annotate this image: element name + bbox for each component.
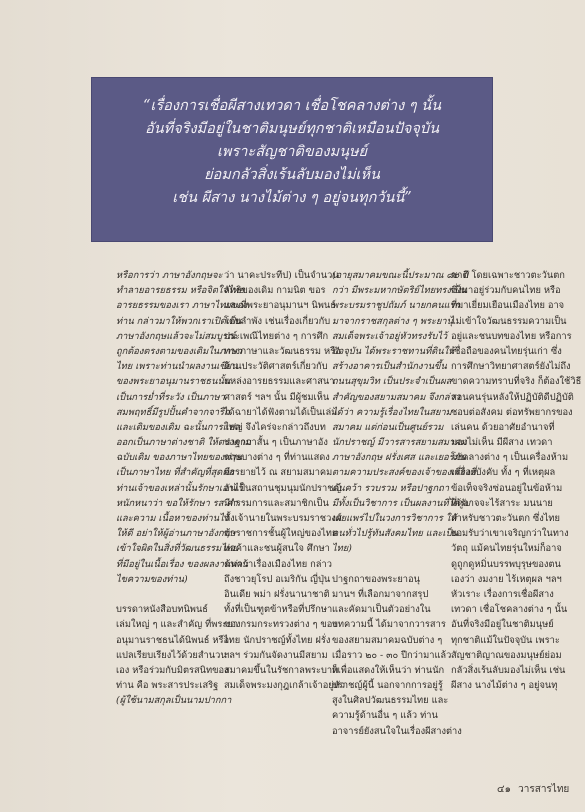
text-line — [332, 557, 444, 572]
text-line: สมาคมขึ้นในรัชกาลพระบาท — [224, 664, 339, 676]
text-line: เชื่อถือของคนไทยรุ่นเก่า ซึ่ง — [451, 345, 562, 357]
text-line: โชคลางต่าง ๆ เป็นเครื่องห้าม — [451, 452, 569, 464]
magazine-title: วารสารไทย — [518, 784, 570, 795]
text-line: ค้นคว้าเรื่องเมืองไทย กล่าว — [224, 558, 332, 570]
text-line: ค้นคว้า รวบรวม หรือปาฐกถา — [332, 482, 450, 494]
text-line: ไม่เข้าใจวัฒนธรรมความเป็น — [451, 315, 567, 327]
text-line: อันเป็นสถานชุมนุมนักปราชญ์ — [224, 482, 342, 494]
text-line: กฤษบางต่าง ๆ ที่ท่านแสดง — [224, 452, 330, 464]
text-line: โดยลำพัง เช่นเรื่องเกี่ยวกับ — [224, 315, 331, 327]
text-line: เป็นการย่ำที่ระวัง เป็นภาษา — [116, 391, 225, 403]
text-line: ประเพณีไทยต่าง ๆ การศึก — [224, 330, 329, 342]
text-line: อยู่และชนบทของไทย หรือการ — [451, 330, 572, 342]
text-line: ไขความของท่าน) — [116, 573, 188, 585]
text-line: เทวดา เชื่อโชคลางต่าง ๆ นั้น — [451, 604, 568, 616]
text-line: ทั้งเจ้านายในพระบรมราชวงศ์ — [224, 513, 342, 524]
text-line: ของพระยาอนุมานราชธนนั้น — [116, 376, 231, 388]
text-line: ให้ดี อย่าให้ผู้อ่านภาษาอังกฤษ — [116, 528, 236, 540]
text-line: ที่มาเยี่ยมเยือนเมืองไทย อาจ — [451, 300, 565, 312]
text-line: และคัดมาเป็นตัวอย่างใน — [332, 604, 431, 616]
text-line: ข้าราชการชั้นผู้ใหญ่ของไทย — [224, 528, 338, 540]
text-line: สมพฤทธิ์มีรูปปั้นคำจากจารึก — [116, 406, 230, 418]
text-line: สมาคม แต่ก่อนเป็นศูนย์รวม — [332, 421, 444, 433]
text-line: ขาดความทราบที่จริง ก็ต้องใช้วิธี — [451, 376, 582, 388]
text-line: อันที่จริงมีอยู่ในชาติมนุษย์ — [451, 619, 554, 631]
pull-quote-text — [92, 95, 492, 210]
text-line: สร้างอาคารเป็นสำนักงานขึ้น — [332, 361, 447, 373]
text-line: มานฯ ที่เลือกมาจากสรุป — [332, 588, 429, 600]
text-line: และความ เนื้อหาของท่านไว้ — [116, 513, 229, 524]
text-line: ปาฐกถาสั้น ๆ เป็นภาษาอัง — [224, 437, 328, 449]
text-line: มีทั้งเป็นวิชาการ เป็นผลงานที่ได้รับ — [332, 497, 471, 509]
text-line: ท่าน คือ พระสารประเสริฐ — [116, 680, 219, 692]
text-column-3 — [332, 268, 476, 739]
text-line: ผีสาง นางไม้ต่าง ๆ อยู่จนทุ — [451, 680, 558, 692]
text-line: ทุกชาติแม้ในปัจจุบัน เพราะ — [451, 634, 560, 646]
text-line: ถึงชาวยุโรป อเมริกัน ญี่ปุ่น — [224, 573, 331, 585]
text-line: ได้ฉายาได้ฟังตามได้เป็นเล่ม — [224, 406, 338, 418]
text-line: การศึกษาวิทยาศาสตร์ยังไม่ถึง — [451, 361, 571, 373]
text-line: บรรดาหนังสือบทนิพนธ์ — [116, 604, 208, 616]
page-number: ๔๑ — [497, 784, 511, 795]
text-line — [116, 587, 220, 602]
text-line: ซึ่งมาอยู่ร่วมกับคนไทย หรือ — [451, 285, 561, 297]
text-line: ของสยามสมาคมฉบับต่าง ๆ — [332, 634, 443, 646]
text-line: ดูถูกดูหมิ่นบรรพบุรุษของตน — [451, 558, 561, 570]
text-line: เข้าใจผิดในสิ่งที่วัฒนธรรมไทย — [116, 543, 238, 555]
text-line: มองไม่เห็น มีผีสาง เทวดา — [451, 437, 553, 449]
text-line: ยอมรับว่าเขาเจริญกว่าในทาง — [451, 528, 569, 540]
text-line: บรรยายไว้ ณ สยามสมาคม — [224, 467, 333, 479]
text-line: ออกเป็นภาษาต่างชาติ ให้ตรงตาม — [116, 437, 251, 449]
pull-quote-line: อันที่จริงมีอยู่ในชาติมนุษย์ทุกชาติเหมือนปัจจุบัน — [145, 121, 439, 137]
text-line: ศาสตร์ ฯลฯ นั้น มีผู้ชมเห็น — [224, 391, 330, 403]
text-line: ว่า นาคะประทีป) เป็นจำนวน — [224, 270, 339, 281]
text-line: นักปราชญ์ มีวารสารสยามสมาคม — [332, 437, 467, 449]
text-line: ได้ว่า ความรู้เรื่องไทยในสยาม — [332, 406, 452, 418]
text-line: วัตถุ แม้คนไทยรุ่นใหม่ก็อาจ — [451, 543, 562, 555]
text-line: มีกรรมการและสมาชิกเป็น — [224, 497, 329, 509]
text-line: สัญชาติญาณของมนุษย์ย่อม — [451, 649, 562, 661]
text-line: อินเดีย พม่า ฝรั่งนานาชาติ — [224, 588, 330, 600]
text-line: มาจากราชสกุลต่าง ๆ พระยานุ — [332, 315, 454, 327]
text-line: กลัวสิ่งเร้นลับมองไม่เห็น เช่น — [451, 664, 566, 676]
text-column-1 — [116, 268, 251, 708]
text-line: ปัจจุบัน ได้พระราชทานที่ดินให้ — [332, 345, 455, 357]
text-line: และเดิมของเดิม ฉะนั้นการแปล — [116, 421, 241, 433]
text-line: สำคัญของสยามสมาคม จึงกล่าว — [332, 391, 461, 403]
text-line: ภาษาอังกฤษแล้วจะไม่สมบูรณ์ — [116, 330, 236, 342]
text-line: ของกรมกระทรวงต่าง ๆ ของ — [224, 619, 337, 631]
text-line: เล่มใหญ่ ๆ และสำคัญ ที่พระยา — [116, 619, 239, 631]
text-line: ไทย) — [332, 543, 352, 555]
text-line: ถนนสุขุมวิท เป็นประจำเป็นผล — [332, 376, 452, 388]
text-line: สอนคนรุ่นหลังให้ปฏิบัติดีปฏิบัติ — [451, 391, 574, 403]
text-line: ตามความประสงค์ของเจ้าของเรื่องที่ — [332, 467, 476, 479]
text-line: ทางภาษาและวัฒนธรรม หรือ — [224, 345, 341, 357]
text-line: ด้านประวัติศาสตร์เกี่ยวกับ — [224, 361, 328, 373]
text-line: เมื่อราว ๒๐ - ๓๐ ปีกว่ามาแล้ว — [332, 649, 452, 661]
page-footer — [497, 782, 570, 797]
text-column-2 — [224, 268, 346, 693]
text-line: ความรู้ด้านอื่น ๆ แล้ว ท่าน — [332, 710, 438, 722]
text-column-4 — [451, 268, 582, 693]
text-line: ทำลายอารยธรรม หรือจิตใจไทย — [116, 285, 245, 297]
text-line: ไทย เพราะท่านนำผลงานเขียน — [116, 361, 238, 373]
text-line: ที่ดูอาจจะไร้สาระ มนนาย — [451, 497, 553, 509]
text-line: ลัทธิของเดิม กามนิต ขอร — [224, 285, 326, 297]
text-line: ใหญ่ จึงไคร่จะกล่าวถึงบท — [224, 421, 326, 433]
text-line: สำหรับชาวตะวันตก ซึ่งไทย — [451, 513, 560, 524]
text-line: เล่นคน ด้วยอาศัยอำนาจที่ — [451, 421, 555, 433]
text-line: อาจารย์ยังสนใจในเรื่องผีสางต่าง — [332, 725, 462, 737]
text-line: ปาฐกถาของพระยาอนุ — [332, 573, 420, 585]
pull-quote-line: เพราะสัญชาติของมนุษย์ — [216, 144, 368, 160]
text-line: ชาติ โดยเฉพาะชาวตะวันตก — [451, 270, 565, 281]
text-line: ฯลฯ ร่วมกันจัดงานมีสยาม — [224, 649, 328, 661]
text-line: อารยธรรมของเรา ภาษาไทยของ — [116, 300, 248, 312]
text-line: ท่าน กล่าวมาให้พวกเราเปิดเป็น — [116, 315, 242, 327]
text-line: และที่พระยาอนุมานฯ นิพนธ์ — [224, 300, 336, 312]
text-line: ชอบต่อสังคม ต่อทรัพยากรของ — [451, 406, 573, 418]
text-line: เป็นภาษาไทย ที่สำคัญที่สุดคือ — [116, 467, 235, 479]
text-line: ฉบับเดิม ของภาษาไทยของท่าน — [116, 452, 243, 464]
text-line: คนทั่วไปรู้ทันสังคมไทย และเป็น — [332, 528, 458, 540]
text-line: ข้อเท็จจริงซ่อนอยู่ในข้อห้าม — [451, 482, 563, 494]
text-line: (อายุสมาคมขณะนี้ประมาณ ๘๐ ปี — [332, 270, 469, 281]
text-line: เผยแพร่ไปในวงการวิชาการ ให้ — [332, 513, 457, 524]
text-line: แปลเรียบเรียงไว้ด้วยสำนวน — [116, 649, 227, 661]
text-line: ท่านเจ้าของเหล่านั้นรักษาเอาไว้ — [116, 482, 243, 494]
text-line: พระบรมราชูปถัมภ์ นายกคนแรก — [332, 300, 461, 312]
pull-quote-box — [92, 78, 492, 241]
text-line: ปราชญ์ผู้นี้ นอกจากการอยู่รู้ — [332, 680, 443, 692]
pull-quote-line: ย่อมกลัวสิ่งเร้นลับมองไม่เห็น — [204, 167, 380, 183]
text-line: กว่า มีพระมหากษัตริย์ไทยทรงเป็น — [332, 285, 467, 297]
text-line: อนุมานราชธนได้นิพนธ์ หรือ — [116, 634, 230, 646]
text-line: ที่มีอยู่ในเนื้อเรื่อง ของผลงานท่าน — [116, 558, 248, 570]
text-line: หัวเราะ เรื่องการเชื่อผีสาง — [451, 588, 554, 600]
text-line: บทความนี้ ได้มาจากวารสาร — [332, 619, 446, 631]
text-line: สมเด็จพระมงกุฎเกล้าเจ้าอยู่หัว — [224, 680, 346, 692]
text-line: หนักหนาว่า ขอให้รักษา รส คำ — [116, 497, 238, 509]
text-line: สูงในศิลปวัฒนธรรมไทย และ — [332, 695, 449, 707]
text-line: หรือการว่า ภาษาอังกฤษจะ — [116, 270, 223, 281]
text-line: ก็เพื่อแสดงให้เห็นว่า ท่านนัก — [332, 664, 445, 676]
text-line: เอง หรือร่วมกับมิตรสนิทของ — [116, 664, 229, 676]
text-line: เครื่องบังคับ ทั้ง ๆ ที่เหตุผล — [451, 467, 556, 479]
text-line: เองว่า งมงาย ไร้เหตุผล ฯลฯ — [451, 573, 562, 585]
text-line: ท่อค้าและชนผู้สนใจ ศึกษา — [224, 543, 330, 555]
text-line: แหล่งอารยธรรมและศาสนา — [224, 376, 335, 388]
text-line: ภาษาอังกฤษ ฝรั่งเศส และเยอรมัน — [332, 452, 467, 464]
text-line: ถูกต้องตรงตามของเดิมในภาษา — [116, 345, 242, 357]
pull-quote-line: “เรื่องการเชื่อผีสางเทวดา เชื่อโชคลางต่าง ๆ นั้น — [143, 98, 441, 114]
text-line: ทั้งที่เป็นฑูตข้าหรือที่ปรึกษา — [224, 604, 333, 616]
text-line: สมเด็จพระเจ้าอยู่หัวทรงรับไว้ — [332, 330, 448, 342]
text-line: ไทย นักปราชญ์ทั้งไทย ฝรั่ง — [224, 634, 331, 646]
text-line: (ผู้ใช้นามสกุลเป็นนามปากกา — [116, 695, 232, 707]
pull-quote-line: เช่น ผีสาง นางไม้ต่าง ๆ อยู่จนทุกวันนี้” — [172, 190, 412, 206]
